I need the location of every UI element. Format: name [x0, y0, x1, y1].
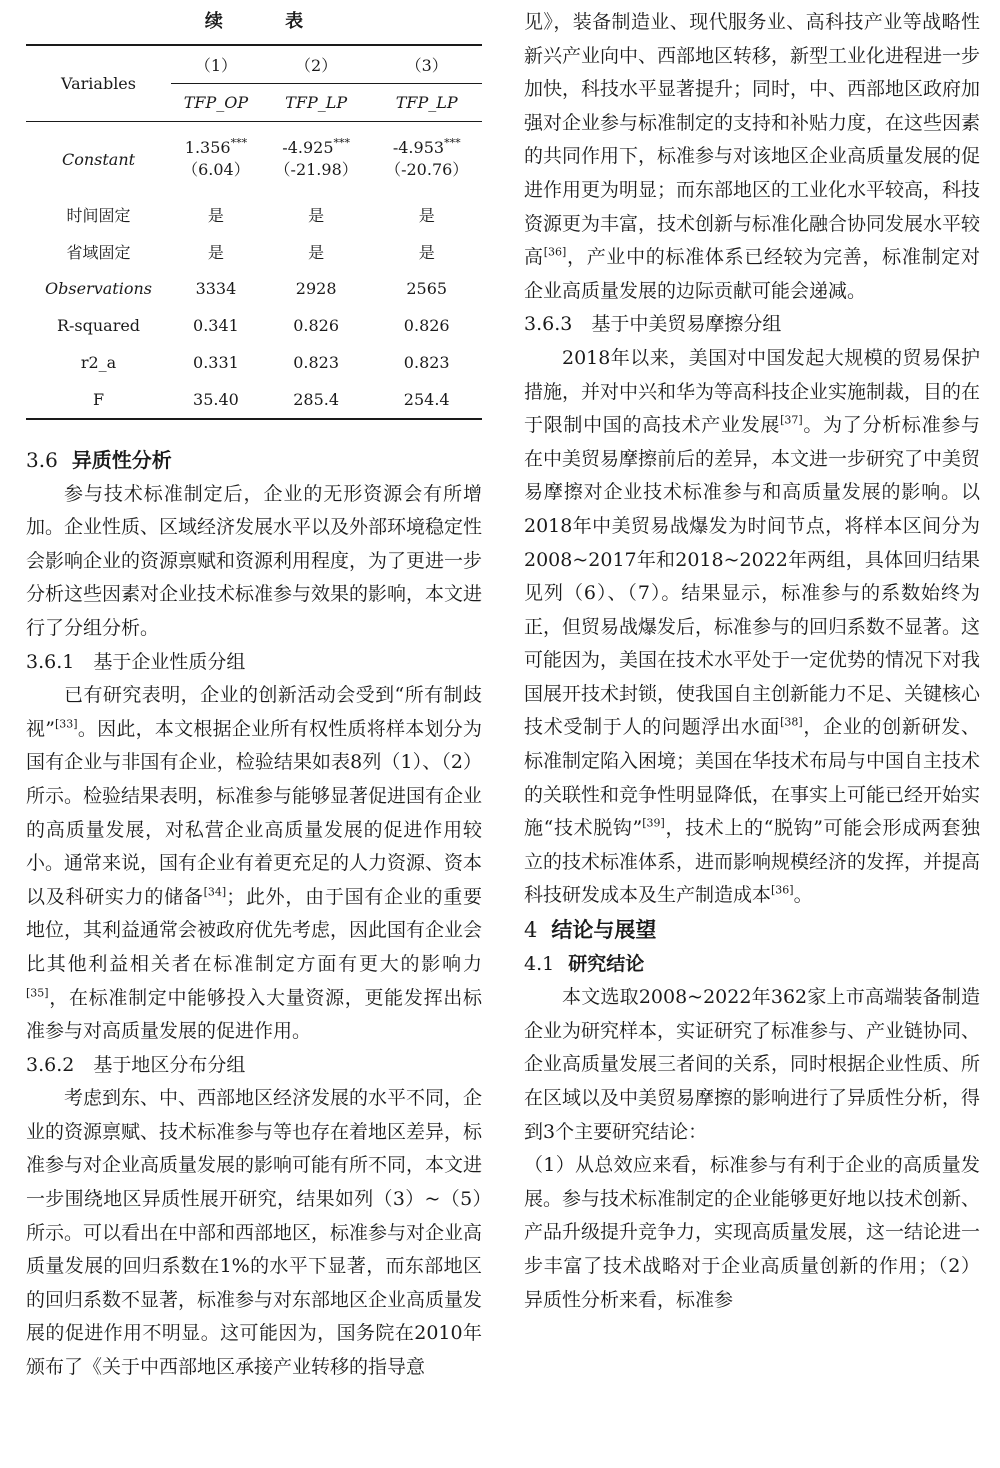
variables-header: Variables [61, 74, 136, 93]
col-num-3: （3） [371, 45, 482, 84]
table-cell: 0.341 [193, 316, 239, 335]
results-table [26, 44, 482, 420]
col-num-1: （1） [171, 45, 261, 84]
subsection-heading-4-1 [524, 948, 980, 982]
table-row [26, 344, 482, 381]
text-run: 2018年以来，美国对中国发起大规模的贸易保护措施，并对中兴和华为等高科技企业实施制裁，目的在于限制中国的高技术产业发展 [524, 346, 981, 437]
section-number: 4 [524, 918, 538, 943]
table-header-row [26, 45, 482, 84]
col-name-1: TFP_OP [183, 93, 249, 112]
text-run: ，技术上的“脱钩”可能会形成两套独立的技术标准体系，进而影响规模经济的发挥，并提高科技研发成本及生产制造成本 [524, 817, 981, 907]
subsection-heading-3-6-2: 3.6.2 基于地区分布分组 [26, 1053, 246, 1076]
table-cell: 285.4 [293, 390, 340, 409]
citation: [39] [642, 816, 665, 830]
significance-stars: *** [230, 136, 248, 150]
constant-value: 1.356 [184, 138, 231, 157]
text-run: ；此外，由于国有企业的重要地位，其利益通常会被政府优先考虑，因此国有企业会比其他利益相关者在标准制定方面有更大的影响力 [26, 885, 483, 975]
row-label: R-squared [56, 316, 141, 335]
row-label: r2_a [80, 353, 117, 372]
table-cell: 0.823 [403, 353, 450, 372]
t-statistic: （6.04） [182, 160, 250, 179]
paragraph [26, 679, 482, 1049]
table-cell: 2565 [406, 279, 448, 298]
col-name-3: TFP_LP [395, 93, 458, 112]
right-column [524, 6, 980, 1317]
text-run: 见》，装备制造业、现代服务业、高科技产业等战略性新兴产业向中、西部地区转移，新型工业化进程进一步加快，科技水平显著提升；同时，中、西部地区政府加强对企业参与标准制定的支持和补贴力度，在这些因素的共同作用下，标准参与对该地区企业高质量发展的促进作用更为明显；而东部地区的工业化水平较高，科技资源更为丰富，技术创新与标准化融合协同发展水平较高 [524, 11, 981, 269]
significance-stars: *** [444, 136, 461, 150]
table-cell: 是 [207, 206, 224, 225]
citation: [33] [54, 717, 78, 731]
table-cell: 0.826 [293, 316, 340, 335]
table-cell: 0.331 [193, 353, 239, 372]
constant-value: -4.953 [392, 138, 445, 157]
table-row [26, 307, 482, 344]
table-cell: 是 [207, 243, 224, 262]
regression-table [26, 0, 482, 420]
paragraph: 考虑到东、中、西部地区经济发展的水平不同，企业的资源禀赋、技术标准参与等也存在着地区差异，标准参与对企业高质量发展的影响可能有所不同，本文进一步围绕地区异质性展开研究，结果如列（3）~（5）所示。可以看出在中部和西部地区，标准参与对企业高质量发展的回归系数在1%的水平下显著，而东部地区的回归系数不显著，标准参与对东部地区企业高质量发展的促进作用不明显。这可能因为，国务院在2010年颁布了《关于中西部地区承接产业转移的指导意 [26, 1087, 483, 1379]
constant-row [26, 122, 482, 197]
citation: [34] [203, 885, 227, 899]
col-num-2: （2） [261, 45, 372, 84]
table-cell: 0.823 [293, 353, 340, 372]
section-title: 结论与展望 [551, 917, 657, 943]
citation: [38] [780, 716, 803, 730]
constant-cell-3 [371, 122, 482, 197]
table-row [26, 270, 482, 307]
table-cell: 2928 [295, 279, 337, 298]
paragraph: （1）从总效应来看，标准参与有利于企业的高质量发展。参与技术标准制定的企业能够更好地以技术创新、产品升级提升竞争力，实现高质量发展，这一结论进一步丰富了技术战略对于企业高质量创新的作用；（2）异质性分析来看，标准参 [524, 1154, 981, 1311]
table-cell: 是 [308, 243, 325, 262]
constant-cell-1 [171, 122, 261, 197]
paragraph: 本文选取2008~2022年362家上市高端装备制造企业为研究样本，实证研究了标准参与、产业链协同、企业高质量发展三者间的关系，同时根据企业性质、所在区域以及中美贸易摩擦的影响进行了异质性分析，得到3个主要研究结论： [524, 986, 981, 1143]
constant-value: -4.925 [282, 138, 334, 157]
table-row [26, 381, 482, 419]
subsection-heading-3-6-1: 3.6.1 基于企业性质分组 [26, 650, 246, 673]
citation: [36] [543, 245, 567, 259]
table-cell: 3334 [195, 279, 237, 298]
text-run: 。为了分析标准参与在中美贸易摩擦前后的差异，本文进一步研究了中美贸易摩擦对企业技术标准参与和高质量发展的影响。以2018年中美贸易战爆发为时间节点，将样本区间分为2008~2017年和2018~2022年两组，具体回归结果见列（6）、（7）。结果显示，标准参与的系数始终为正，但贸易战爆发后，标准参与的回归系数不显著。这可能因为，美国在技术水平处于一定优势的情况下对我国展开技术封锁，使我国自主创新能力不足、关键核心技术受制于人的问题浮出水面 [524, 414, 981, 739]
table-cell: 0.826 [403, 316, 450, 335]
table-cell: 35.40 [193, 390, 239, 409]
table-cell: 254.4 [403, 390, 450, 409]
section-heading-4 [524, 913, 980, 948]
row-label: 省域固定 [66, 243, 131, 262]
section-heading-3-6 [26, 444, 482, 478]
paragraph [524, 342, 980, 913]
subsection-heading-3-6-3: 3.6.3 基于中美贸易摩擦分组 [524, 313, 782, 336]
citation: [36] [771, 884, 794, 898]
constant-cell-2 [261, 122, 372, 197]
table-row [26, 196, 482, 233]
row-label: F [92, 390, 105, 409]
section-number: 3.6 [26, 448, 58, 472]
row-label: Observations [45, 279, 152, 298]
text-run: 。 [793, 884, 813, 907]
section-title: 异质性分析 [71, 448, 172, 472]
t-statistic: （-20.76） [385, 160, 469, 179]
section-number: 4.1 [524, 952, 555, 975]
text-run: ，企业的创新研发、标准制定陷入困境；美国在华技术布局与中国自主技术的关联性和竞争性明显降低，在事实上可能已经开始实施“技术脱钩” [524, 716, 981, 840]
t-statistic: （-21.98） [274, 160, 358, 179]
citation: [35] [26, 986, 49, 1000]
text-run: 。因此，本文根据企业所有权性质将样本划分为国有企业与非国有企业，检验结果如表8列（1）、（2）所示。检验结果表明，标准参与能够显著促进国有企业的高质量发展，对私营企业高质量发展的促进作用较小。通常来说，国有企业有着更充足的人力资源、资本以及科研实力的储备 [26, 717, 483, 908]
table-cell: 是 [308, 206, 325, 225]
table-cell: 是 [418, 243, 435, 262]
table-row [26, 233, 482, 270]
col-name-2: TFP_LP [285, 93, 348, 112]
table-cell: 是 [418, 206, 435, 225]
paragraph [524, 6, 980, 308]
left-column [26, 444, 482, 1385]
row-label: 时间固定 [66, 206, 131, 225]
significance-stars: *** [333, 136, 350, 150]
paragraph: 参与技术标准制定后，企业的无形资源会有所增加。企业性质、区域经济发展水平以及外部环境稳定性会影响企业的资源禀赋和资源利用程度，为了更进一步分析这些因素对企业技术标准参与效果的影响，本文进行了分组分析。 [26, 482, 483, 639]
section-title: 研究结论 [568, 952, 645, 975]
text-run: ，在标准制定中能够投入大量资源，更能发挥出标准参与对高质量发展的促进作用。 [26, 986, 482, 1043]
text-run: 已有研究表明，企业的创新活动会受到“所有制歧视” [26, 684, 482, 740]
text-run: ，产业中的标准体系已经较为完善，标准制定对企业高质量发展的边际贡献可能会递减。 [524, 246, 980, 302]
constant-label: Constant [61, 149, 136, 169]
citation: [37] [780, 413, 803, 427]
table-title: 续 表 [204, 11, 332, 32]
